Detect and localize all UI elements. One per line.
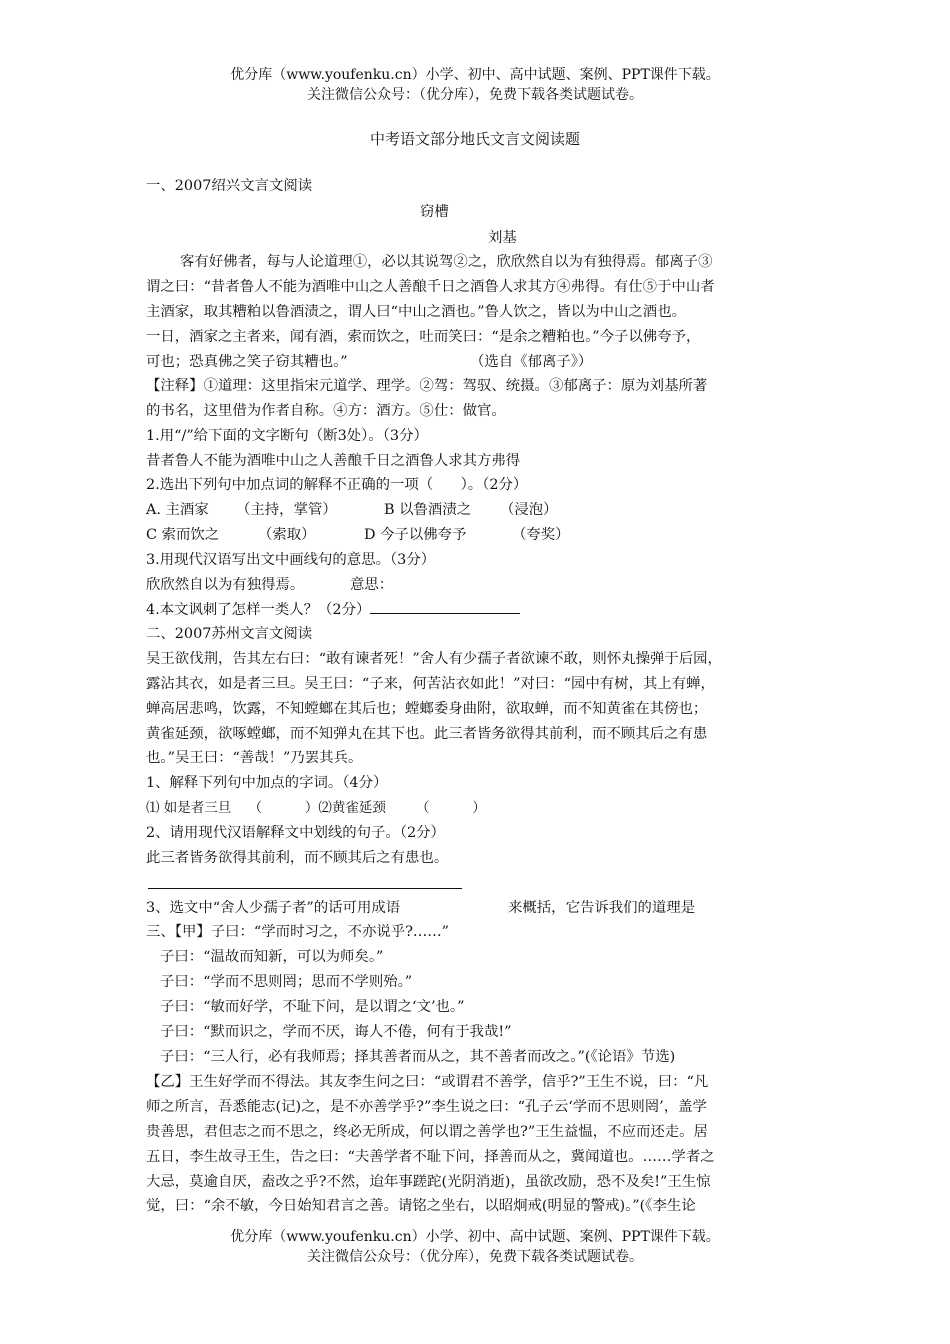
section2-para-line: 吴王欲伐荆，告其左右曰：“敢有谏者死！”舍人有少孺子者欲谏不敢，则怀丸操弹于后园，: [146, 651, 722, 667]
section2-question-3-cont: 来概括，它告诉我们的道理是: [508, 900, 696, 916]
section1-note-line: 【注释】①道理：这里指宋元道学、理学。②驾：驾驭、统摄。③郁离子：原为刘基所著: [146, 378, 708, 394]
section3-a-heading: 三、【甲】子曰：“学而时习之，不亦说乎?……”: [146, 924, 450, 940]
section1-source: （选自《郁离子》）: [470, 354, 593, 370]
option-c-explanation: （索取）: [258, 527, 316, 543]
header-line-2: 关注微信公众号：（优分库），免费下载各类试题试卷。: [307, 87, 643, 103]
section2-question-2: 2、请用现代汉语解释文中划线的句子。（2分）: [146, 825, 445, 841]
section1-para-line: 一日，酒家之主者来，闻有酒，索而饮之，吐而笑曰：“是余之糟粕也。”今子以佛夸予，: [146, 329, 701, 345]
section2-heading: 二、2007苏州文言文阅读: [146, 626, 313, 642]
section2-question-2-text: 此三者皆务欲得其前利，而不顾其后之有患也。: [146, 850, 449, 866]
option-a: A. 主酒家: [146, 502, 209, 518]
analects-line: 子曰：“敏而好学，不耻下问，是以谓之‘文’也。”: [160, 999, 465, 1015]
footer-line-1: 优分库（www.youfenku.cn）小学、初中、高中试题、案例、PPT课件下载。: [230, 1229, 720, 1245]
option-d: D 今子以佛夸予: [364, 527, 467, 543]
question-3-label: 意思：: [350, 577, 394, 593]
section1-para-line: 可也；恐真佛之笑子窃其糟也。”: [146, 354, 348, 370]
question-4-text: 4.本文讽刺了怎样一类人？（2分）: [146, 602, 371, 618]
section1-para-line: 客有好佛者，每与人论道理①，必以其说驾②之，欣欣然自以为有独得焉。郁离子③: [180, 254, 713, 270]
section1-para-line: 主酒家，取其糟粕以鲁酒渍之，谓人曰“中山之酒也。”鲁人饮之，皆以为中山之酒也。: [146, 304, 686, 320]
option-c: C 索而饮之: [146, 527, 220, 543]
section3-b-line: 五日，李生故寻王生，告之曰：“夫善学者不耻下问，择善而从之，冀闻道也。……学者之: [146, 1149, 715, 1165]
footer-line-2: 关注微信公众号：（优分库），免费下载各类试题试卷。: [307, 1249, 643, 1265]
header-line-1: 优分库（www.youfenku.cn）小学、初中、高中试题、案例、PPT课件下载。: [230, 67, 720, 83]
section2-para-line: 黄雀延颈，欲啄螳螂，而不知弹丸在其下也。此三者皆务欲得其前利，而不顾其后之有患: [146, 726, 708, 742]
analects-line: 子曰：“三人行，必有我师焉；择其善者而从之，其不善者而改之。”(《论语》节选): [160, 1049, 676, 1065]
section3-b-line: 【乙】王生好学而不得法。其友李生问之曰：“或谓君不善学，信乎?”王生不说，曰：“凡: [146, 1074, 709, 1090]
section2-para-line: 蝉高居悲鸣，饮露，不知螳螂在其后也；螳螂委身曲附，欲取蝉，而不知黄雀在其傍也；: [146, 701, 708, 717]
option-d-explanation: （夸奖）: [512, 527, 570, 543]
option-b-explanation: （浸泡）: [500, 502, 558, 518]
section3-b-line: 觉，曰：“余不敏，今日始知君言之善。请铭之坐右，以昭炯戒(明显的警戒)。”(《李生论: [146, 1198, 696, 1214]
question-2: 2.选出下列句中加点词的解释不正确的一项（ ）。（2分）: [146, 477, 528, 493]
section2-question-1: 1、解释下列句中加点的字词。（4分）: [146, 775, 388, 791]
section2-para-line: 也。”吴王曰：“善哉！”乃罢其兵。: [146, 750, 363, 766]
question-1-text: 昔者鲁人不能为酒唯中山之人善酿千日之酒鲁人求其方弗得: [146, 453, 521, 469]
section2-question-1-items: ⑴ 如是者三旦 （ ）⑵黄雀延颈 （ ）: [146, 800, 486, 816]
answer-line: [148, 888, 462, 889]
section3-b-line: 大忌，莫逾自厌，盍改之乎?不然，迨年事蹉跎(光阴消逝)，虽欲改励，恐不及矣!”王生惊: [146, 1174, 711, 1190]
document-title: 中考语文部分地氏文言文阅读题: [369, 130, 580, 148]
section1-text-title: 窃槽: [420, 204, 449, 220]
option-b: B 以鲁酒渍之: [384, 502, 472, 518]
section2-question-3: 3、选文中“舍人少孺子者”的话可用成语: [146, 900, 401, 916]
section1-author: 刘基: [488, 230, 517, 246]
analects-line: 子曰：“温故而知新，可以为师矣。”: [160, 949, 384, 965]
section1-heading: 一、2007绍兴文言文阅读: [146, 178, 313, 194]
analects-line: 子曰：“默而识之，学而不厌，诲人不倦，何有于我哉!”: [160, 1024, 512, 1040]
section2-para-line: 露沾其衣，如是者三旦。吴王曰：“子来，何苦沾衣如此！”对曰：“园中有树，其上有蝉，: [146, 676, 715, 692]
question-1: 1.用“/”给下面的文字断句（断3处）。（3分）: [146, 428, 428, 444]
section3-b-line: 师之所言，吾悉能志(记)之，是不亦善学乎?”李生说之曰：“孔子云‘学而不思则罔’，盖学: [146, 1099, 707, 1115]
option-a-explanation: （主持，掌管）: [236, 502, 337, 518]
analects-line: 子曰：“学而不思则罔；思而不学则殆。”: [160, 974, 413, 990]
answer-blank: [370, 599, 520, 614]
section3-b-line: 贵善思，君但志之而不思之，终必无所成，何以谓之善学也?”王生益愠，不应而还走。居: [146, 1124, 708, 1140]
section1-note-line: 的书名，这里借为作者自称。④方：酒方。⑤仕：做官。: [146, 403, 506, 419]
question-3: 3.用现代汉语写出文中画线句的意思。（3分）: [146, 552, 436, 568]
question-4: [146, 599, 520, 620]
question-3-text: 欣欣然自以为有独得焉。: [146, 577, 305, 593]
section1-para-line: 谓之曰：“昔者鲁人不能为酒唯中山之人善酿千日之酒鲁人求其方④弗得。有仕⑤于中山者: [146, 279, 715, 295]
